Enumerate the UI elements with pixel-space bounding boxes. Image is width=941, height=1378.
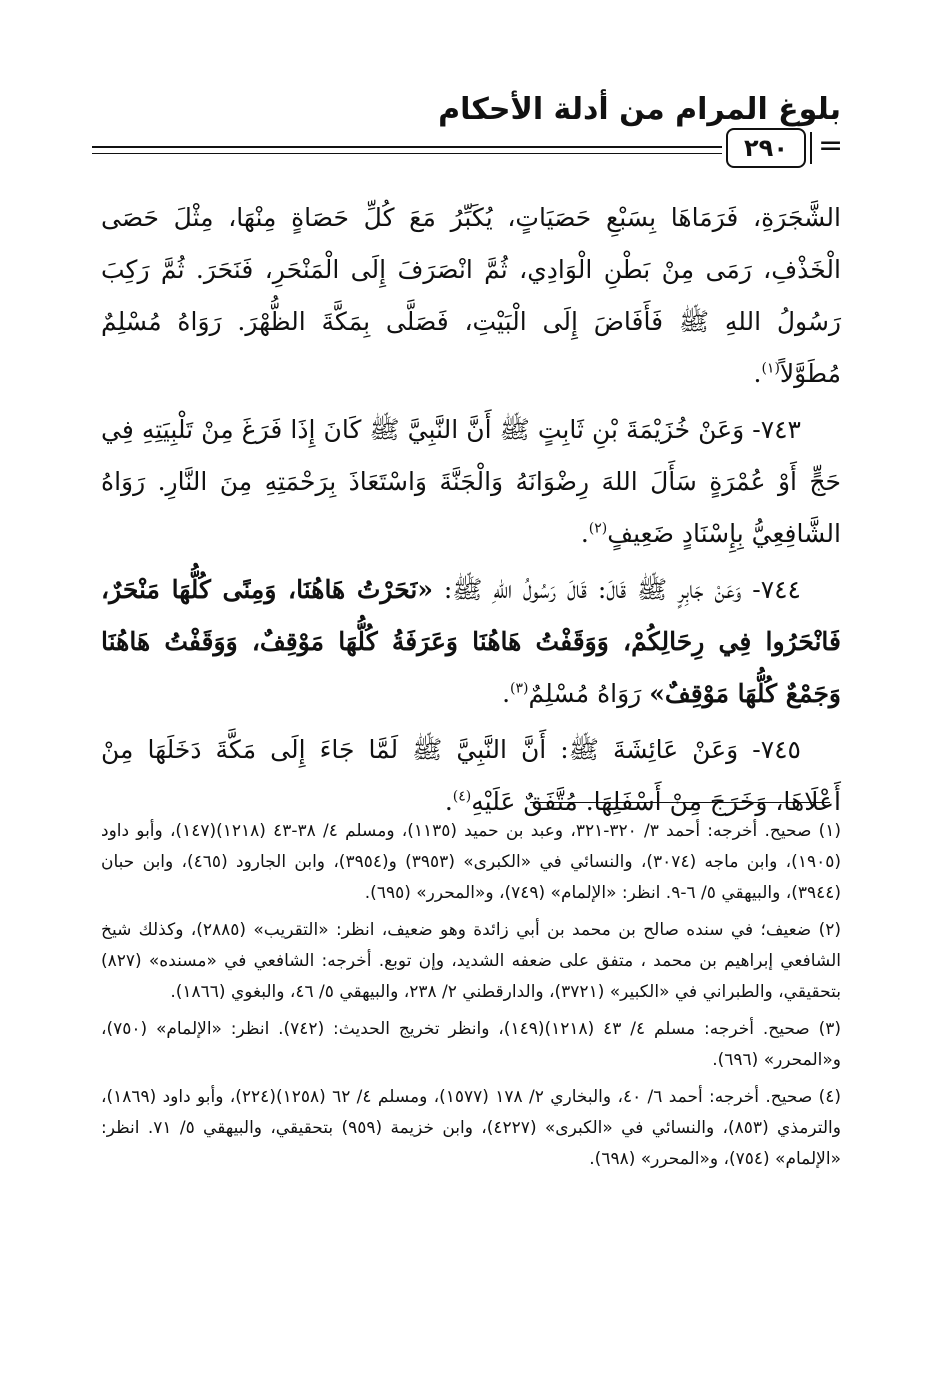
hadith-744 bbox=[101, 564, 841, 720]
hadith-745 bbox=[101, 724, 841, 828]
paragraph-text: الشَّجَرَةِ، فَرَمَاهَا بِسَبْعِ حَصَيَاتٍ، يُكَبِّرُ مَعَ كُلِّ حَصَاةٍ مِنْهَا، مِثْلَ حَصَى الْخَذْفِ، رَمَى مِنْ بَطْنِ الْوَادِي، ثُمَّ انْصَرَفَ إِلَى الْمَنْحَرِ، فَنَحَرَ. ثُمَّ رَكِبَ رَسُولُ اللهِ ﷺ فَأَفَاضَ إِلَى الْبَيْتِ، فَصَلَّى بِمَكَّةَ الظُّهْرَ. رَوَاهُ مُسْلِمٌ مُطَوَّلاً bbox=[101, 203, 841, 388]
paragraph-end: . bbox=[753, 359, 762, 388]
footnote-ref-4[interactable]: (٤) bbox=[452, 788, 472, 805]
running-title: بلوغ المرام من أدلة الأحكام bbox=[438, 92, 841, 127]
footnotes bbox=[101, 816, 841, 1181]
header-rule-thin bbox=[92, 153, 722, 154]
header-rule bbox=[92, 146, 722, 148]
paragraph-lead: ٧٤٤- وَعَنْ جَابِرٍ ﷺ قَالَ: قَالَ رَسُولُ اللهِ ﷺ: bbox=[443, 575, 801, 604]
footnote-ref-3[interactable]: (٣) bbox=[510, 680, 529, 697]
footnote-4: (٤) صحيح. أخرجه: أحمد ٦/ ٤٠، والبخاري ٢/ ١٧٨ (١٥٧٧)، ومسلم ٤/ ٦٢ (١٢٥٨)(٢٢٤)، وأبو داود (١٨٦٩)، والترمذي (٨٥٣)، والنسائي في «الكبرى» (٤٢٢٧)، وابن خزيمة (٩٥٩) بتحقيقي، والبيهقي ٥/ ٧١. انظر: «الإلمام» (٧٥٤)، و«المحرر» (٦٩٨). bbox=[101, 1087, 841, 1169]
footnote-ref-2[interactable]: (٢) bbox=[588, 520, 608, 537]
paragraph-text: ٧٤٥- وَعَنْ عَائِشَةَ ﷺ: أَنَّ النَّبِيَّ ﷺ لَمَّا جَاءَ إِلَى مَكَّةَ دَخَلَهَا مِنْ أَعْلَاهَا، وَخَرَجَ مِنْ أَسْفَلِهَا. مُتَّفَقٌ عَلَيْهِ bbox=[101, 735, 841, 816]
footnote-ref-1[interactable]: (١) bbox=[761, 360, 780, 377]
footnote-separator bbox=[530, 802, 830, 803]
paragraph-end: . bbox=[502, 679, 511, 708]
page-number: ٢٩٠ bbox=[726, 128, 806, 168]
paragraph-tail: رَوَاهُ مُسْلِمٌ bbox=[528, 679, 650, 708]
main-text bbox=[101, 192, 841, 832]
footnote-2: (٢) ضعيف؛ في سنده صالح بن محمد بن أبي زائدة وهو ضعيف، انظر: «التقريب» (٢٨٨٥)، وكذلك شيخ الشافعي إبراهيم بن محمد ، متفق على ضعفه الشديد، وإن توبع. أخرجه: الشافعي في «مسنده» (٨٢٧) بتحقيقي، والطبراني في «الكبير» (٣٧٢١)، والدارقطني ٢/ ٢٣٨، والبيهقي ٥/ ٤٦، والبغوي (١٨٦٦). bbox=[101, 920, 841, 1002]
paragraph-continuation bbox=[101, 192, 841, 400]
footnote-3: (٣) صحيح. أخرجه: مسلم ٤/ ٤٣ (١٢١٨)(١٤٩)، وانظر تخريج الحديث: (٧٤٢). انظر: «الإلمام» (٧٥٠)، و«المحرر» (٦٩٦). bbox=[101, 1019, 841, 1070]
paragraph-text: ٧٤٣- وَعَنْ خُزَيْمَةَ بْنِ ثَابِتٍ ﷺ أَنَّ النَّبِيَّ ﷺ كَانَ إِذَا فَرَغَ مِنْ تَلْبِيَتِهِ فِي حَجٍّ أَوْ عُمْرَةٍ سَأَلَ اللهَ رِضْوَانَهُ وَالْجَنَّةَ وَاسْتَعَاذَ بِرَحْمَتِهِ مِنَ النَّارِ. رَوَاهُ الشَّافِعِيُّ بِإِسْنَادٍ ضَعِيفٍ bbox=[101, 415, 841, 548]
footnote-1: (١) صحيح. أخرجه: أحمد ٣/ ٣٢٠-٣٢١، وعبد بن حميد (١١٣٥)، ومسلم ٤/ ٣٨-٤٣ (١٢١٨)(١٤٧)، وأبو داود (١٩٠٥)، وابن ماجه (٣٠٧٤)، والنسائي في «الكبرى» (٣٩٥٣) و(٣٩٥٤)، وابن الجارود (٤٦٥)، وابن حبان (٣٩٤٤)، والبيهقي ٥/ ٦-٩. انظر: «الإلمام» (٧٤٩)، و«المحرر» (٦٩٥). bbox=[101, 821, 842, 903]
paragraph-end: . bbox=[580, 519, 589, 548]
hadith-743 bbox=[101, 404, 841, 560]
hadith-quote: «نَحَرْتُ هَاهُنَا، وَمِنًى كُلُّهَا مَنْحَرٌ، فَانْحَرُوا فِي رِحَالِكُمْ، وَوَقَفْتُ هَاهُنَا وَعَرَفَةُ كُلُّهَا مَوْقِفٌ، وَوَقَفْتُ هَاهُنَا وَجَمْعٌ كُلُّهَا مَوْقِفٌ» bbox=[101, 575, 841, 708]
header-ornament: = bbox=[818, 128, 844, 163]
paragraph-end: . bbox=[444, 787, 453, 816]
